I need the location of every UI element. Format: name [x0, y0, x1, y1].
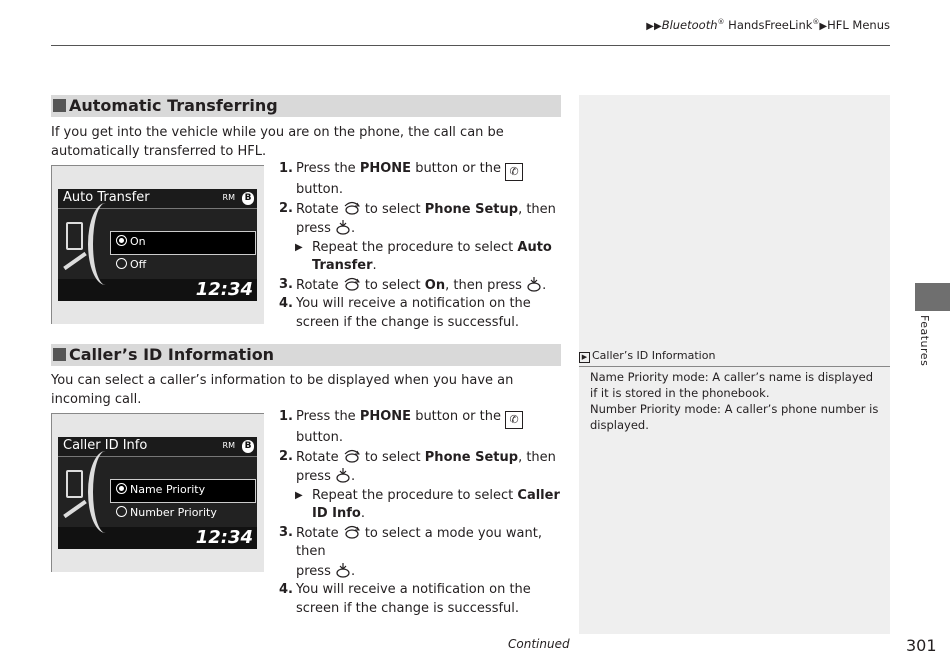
- phone-icon: [66, 222, 83, 250]
- interface-dial-icon: [343, 276, 361, 292]
- clock: 12:34: [195, 527, 253, 548]
- press-dial-icon: [335, 562, 351, 578]
- phone-button-icon: ✆: [505, 411, 523, 429]
- continued-label: Continued: [508, 637, 570, 651]
- caller-id-screen-figure: [51, 413, 264, 572]
- radio-icon: [116, 258, 127, 269]
- clock: 12:34: [195, 279, 253, 300]
- header-rule: [51, 45, 890, 46]
- interface-dial-icon: [343, 448, 361, 464]
- section-title: Automatic Transferring: [69, 96, 278, 115]
- screen-body: [58, 209, 257, 279]
- substep: ▶ Repeat the procedure to select Caller ID Info.: [295, 487, 560, 521]
- triangle-icon: ▶▶: [646, 21, 662, 32]
- breadcrumb-handsfreelink: HandsFreeLink: [728, 18, 813, 32]
- chapter-tab: [915, 283, 950, 311]
- breadcrumb-hfl-menus: HFL Menus: [827, 18, 890, 32]
- step-4: 4. You will receive a notification on the screen if the change is successful.: [279, 582, 531, 616]
- step-1: 1. Press the PHONE button or the ✆ button.: [279, 160, 569, 200]
- page-number: 301: [906, 636, 937, 655]
- section-intro: You can select a caller’s information to be displayed when you have an incoming call.: [51, 373, 514, 407]
- phone-icon: [66, 470, 83, 498]
- wrench-icon: [63, 500, 87, 518]
- section-heading-callers-id-information: [51, 344, 561, 366]
- bluetooth-icon: B: [242, 192, 254, 205]
- radio-selected-icon: [116, 483, 127, 494]
- screen-title: Caller ID Info: [63, 438, 148, 453]
- press-dial-icon: [335, 219, 351, 235]
- phone-button-icon: ✆: [505, 163, 523, 181]
- note-line-name-priority: Name Priority mode: A caller’s name is displayed if it is stored in the phonebook.: [590, 370, 874, 400]
- signal-status-icon: RM: [222, 193, 235, 202]
- square-bullet-icon: [53, 99, 66, 112]
- steps-automatic-transferring: [279, 160, 569, 332]
- note-body: [590, 369, 882, 433]
- breadcrumb: ▶▶Bluetooth® HandsFreeLink®▶HFL Menus: [646, 18, 890, 32]
- screen-title-bar: [58, 189, 257, 209]
- triangle-icon: ▶: [295, 241, 303, 253]
- screen-title-bar: [58, 437, 257, 457]
- screen-title: Auto Transfer: [63, 190, 150, 205]
- note-heading: [579, 349, 890, 367]
- radio-selected-icon: [116, 235, 127, 246]
- option-name-priority: Name Priority: [116, 483, 205, 496]
- step-1: 1. Press the PHONE button or the ✆ button.: [279, 408, 569, 448]
- interface-dial-icon: [343, 524, 361, 540]
- step-4: 4. You will receive a notification on the screen if the change is successful.: [279, 296, 531, 330]
- screen-body: [58, 457, 257, 527]
- step-2: 2. Rotate to select Phone Setup, then press .: [279, 448, 556, 484]
- section-heading-automatic-transferring: [51, 95, 561, 117]
- auto-transfer-screen-figure: [51, 165, 264, 324]
- option-on: On: [116, 235, 146, 248]
- note-title: Caller’s ID Information: [592, 349, 716, 362]
- steps-callers-id-information: [279, 408, 569, 618]
- bluetooth-icon: B: [242, 440, 254, 453]
- press-dial-icon: [335, 467, 351, 483]
- breadcrumb-bluetooth: Bluetooth: [661, 18, 718, 32]
- note-line-number-priority: Number Priority mode: A caller’s phone number is displayed.: [590, 402, 879, 432]
- option-number-priority: Number Priority: [116, 506, 217, 519]
- section-intro: If you get into the vehicle while you are on the phone, the call can be automatically transferred to HFL.: [51, 125, 504, 159]
- triangle-icon: ▶: [819, 21, 828, 32]
- interface-dial-icon: [343, 200, 361, 216]
- triangle-icon: ▶: [295, 489, 303, 501]
- display-screen: [58, 189, 257, 301]
- substep: ▶ Repeat the procedure to select Auto Transfer.: [295, 239, 552, 273]
- radio-icon: [116, 506, 127, 517]
- step-3: 3. Rotate to select On, then press .: [279, 276, 547, 293]
- wrench-icon: [63, 252, 87, 270]
- display-screen: [58, 437, 257, 549]
- step-2: 2. Rotate to select Phone Setup, then press .: [279, 200, 556, 236]
- chapter-tab-label: Features: [918, 315, 931, 367]
- step-3: 3. Rotate to select a mode you want, then press .: [279, 524, 542, 579]
- signal-status-icon: RM: [222, 441, 235, 450]
- note-reference-icon: ▶: [579, 352, 590, 363]
- section-title: Caller’s ID Information: [69, 345, 275, 364]
- option-off: Off: [116, 258, 146, 271]
- square-bullet-icon: [53, 348, 66, 361]
- press-dial-icon: [526, 276, 542, 292]
